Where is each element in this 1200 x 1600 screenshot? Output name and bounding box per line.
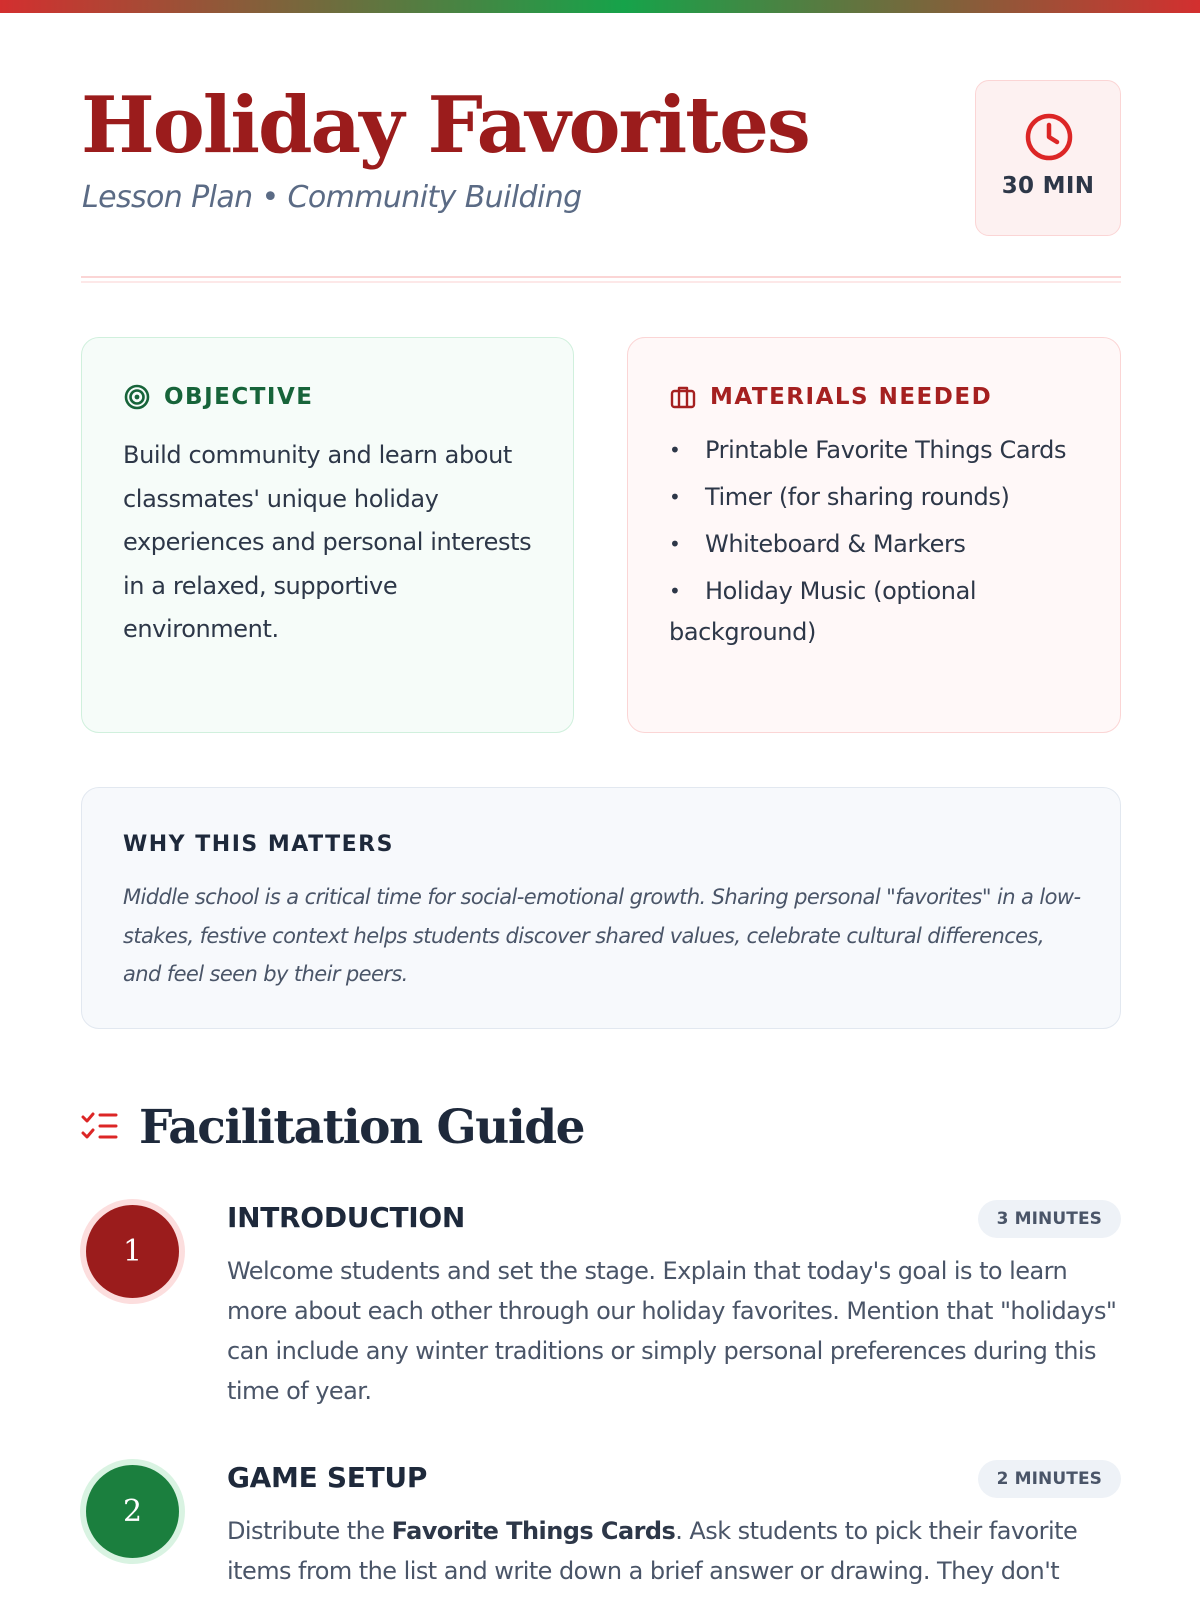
step-number-badge: 1: [86, 1205, 179, 1298]
materials-heading: MATERIALS NEEDED: [710, 384, 993, 410]
duration-label: 30 MIN: [1001, 173, 1095, 199]
list-item-text: Printable Favorite Things Cards: [705, 436, 1067, 464]
step-description: Welcome students and set the stage. Explain that today's goal is to learn more about each other through our holiday favorites. Mention that "holidays" can include any winter traditions or simply personal preferences during this time of year.: [227, 1257, 1117, 1405]
step-game-setup: [81, 1461, 1121, 1600]
target-icon: [123, 383, 151, 411]
clock-icon: [1023, 111, 1075, 163]
top-accent-bar: [0, 0, 1200, 13]
objective-text: Build community and learn about classmates' unique holiday experiences and personal interests in a relaxed, supportive environment.: [123, 441, 532, 643]
list-item: • Timer (for sharing rounds): [669, 483, 1010, 511]
list-item: • Holiday Music (optional background): [669, 577, 977, 646]
step-text-bold: Favorite Things Cards: [391, 1517, 676, 1545]
duration-badge: [975, 80, 1121, 236]
objective-heading: OBJECTIVE: [164, 384, 314, 410]
step-text-before: Distribute the: [227, 1517, 392, 1545]
step-duration-badge: 3 MINUTES: [978, 1200, 1121, 1238]
why-this-matters-card: [81, 787, 1121, 1029]
list-item-text: Holiday Music (optional background): [669, 577, 977, 646]
page-header: [81, 80, 1121, 240]
list-item-text: Whiteboard & Markers: [705, 530, 966, 558]
checklist-icon: [81, 1110, 119, 1146]
list-item: • Printable Favorite Things Cards: [669, 436, 1067, 464]
page-subtitle: Lesson Plan • Community Building: [82, 180, 582, 215]
step-description: [227, 1511, 1121, 1591]
section-title: Facilitation Guide: [139, 1100, 584, 1155]
objective-card: [81, 337, 574, 733]
step-introduction: [81, 1201, 1121, 1421]
page-title: Holiday Favorites: [81, 80, 809, 171]
step-text-after: . Ask students to pick their favorite items from the list and write down a brief answer or drawing. They don't: [227, 1517, 1078, 1585]
header-divider: [81, 276, 1121, 283]
why-text: Middle school is a critical time for social-emotional growth. Sharing personal "favorites" in a low-stakes, festive context helps students discover shared values, celebrate cultural differences, and feel seen by their peers.: [123, 885, 1081, 986]
step-number-badge: 2: [86, 1465, 179, 1558]
briefcase-icon: [669, 383, 697, 411]
facilitation-header: [81, 1098, 781, 1158]
materials-card: [627, 337, 1121, 733]
step-title: GAME SETUP: [227, 1461, 428, 1494]
step-duration-badge: 2 MINUTES: [978, 1460, 1121, 1498]
step-title: INTRODUCTION: [227, 1201, 465, 1234]
why-heading: WHY THIS MATTERS: [123, 832, 394, 857]
list-item: • Whiteboard & Markers: [669, 530, 966, 558]
list-item-text: Timer (for sharing rounds): [705, 483, 1010, 511]
materials-list: [669, 430, 1089, 658]
